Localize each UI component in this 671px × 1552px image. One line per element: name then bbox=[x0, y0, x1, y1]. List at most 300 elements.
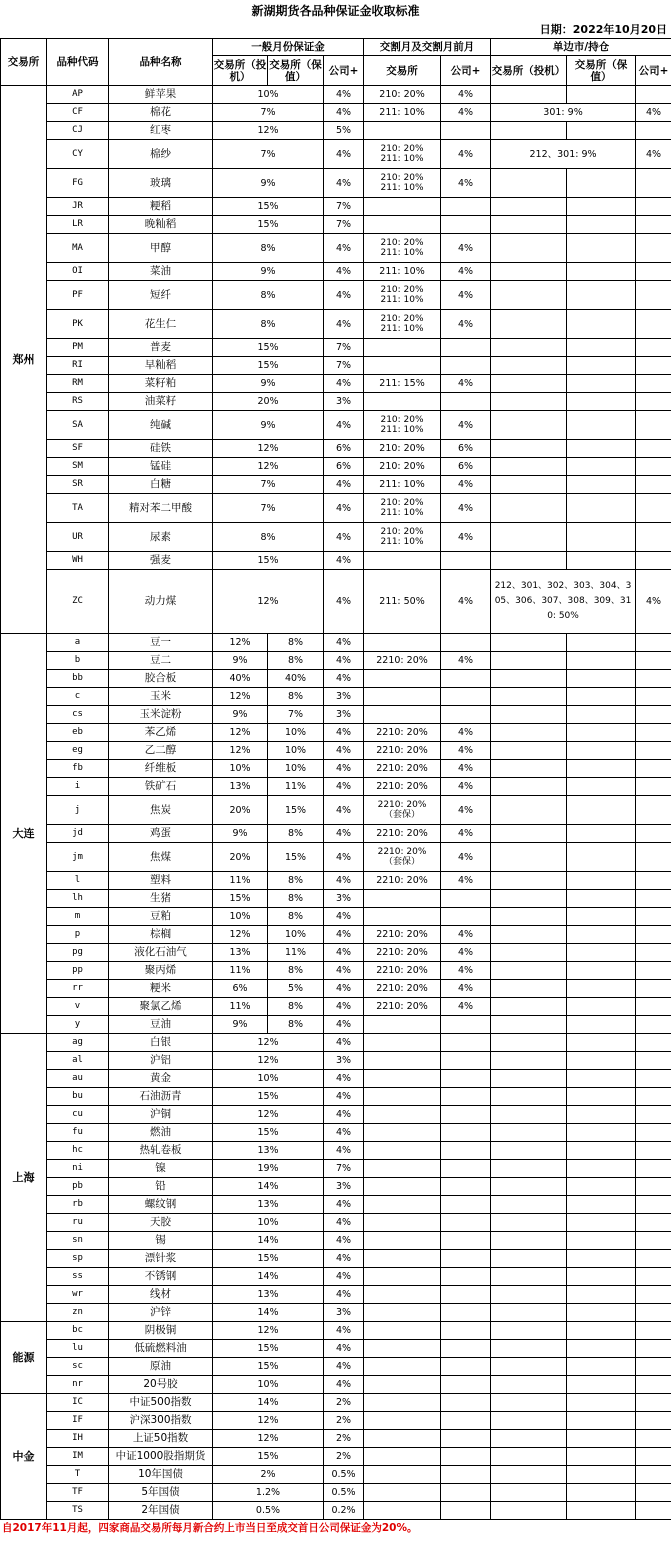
product-code: IM bbox=[47, 1448, 109, 1466]
single-side-company-add bbox=[636, 688, 671, 706]
product-name: 花生仁 bbox=[109, 310, 213, 339]
delivery-company-add bbox=[441, 670, 491, 688]
single-side-company-add bbox=[636, 760, 671, 778]
single-side-spec bbox=[491, 1178, 567, 1196]
company-add-margin: 4% bbox=[324, 140, 364, 169]
delivery-company-add bbox=[441, 706, 491, 724]
exch-general-margin: 15% bbox=[213, 1358, 324, 1376]
single-side-company-add bbox=[636, 1412, 671, 1430]
delivery-margin bbox=[364, 908, 441, 926]
single-side-spec bbox=[491, 310, 567, 339]
exch-general-margin: 7% bbox=[213, 104, 324, 122]
company-add-margin: 4% bbox=[324, 523, 364, 552]
table-row bbox=[1, 1412, 671, 1430]
header-single-side: 单边市/持仓 bbox=[491, 39, 671, 56]
header-single-company-plus: 公司+ bbox=[636, 56, 671, 86]
delivery-margin bbox=[364, 1052, 441, 1070]
single-side-company-add bbox=[636, 198, 671, 216]
single-side-hedge bbox=[567, 998, 636, 1016]
single-side-hedge bbox=[567, 1502, 636, 1520]
product-name: 棕榈 bbox=[109, 926, 213, 944]
exch-general-margin: 15% bbox=[213, 552, 324, 570]
single-side-company-add bbox=[636, 263, 671, 281]
table-row bbox=[1, 263, 671, 281]
table-row bbox=[1, 86, 671, 104]
company-add-margin: 4% bbox=[324, 1214, 364, 1232]
exch-spec-margin: 10% bbox=[213, 908, 268, 926]
single-side-company-add bbox=[636, 980, 671, 998]
product-code: jd bbox=[47, 825, 109, 843]
single-side-hedge bbox=[567, 980, 636, 998]
delivery-margin bbox=[364, 1304, 441, 1322]
delivery-company-add bbox=[441, 1376, 491, 1394]
exch-general-margin: 13% bbox=[213, 1196, 324, 1214]
exch-hedge-margin: 8% bbox=[268, 825, 324, 843]
delivery-margin: 210: 20% 211: 10% bbox=[364, 169, 441, 198]
product-name: 红枣 bbox=[109, 122, 213, 140]
single-side-spec bbox=[491, 1196, 567, 1214]
single-side-hedge bbox=[567, 1232, 636, 1250]
single-side-hedge bbox=[567, 339, 636, 357]
delivery-company-add bbox=[441, 1286, 491, 1304]
product-code: IH bbox=[47, 1430, 109, 1448]
single-side-company-add bbox=[636, 1178, 671, 1196]
exch-general-margin: 8% bbox=[213, 523, 324, 552]
delivery-company-add bbox=[441, 1340, 491, 1358]
report-date: 日期：2022年10月20日 bbox=[539, 23, 667, 36]
exch-spec-margin: 40% bbox=[213, 670, 268, 688]
exch-general-margin: 15% bbox=[213, 1340, 324, 1358]
single-side-hedge bbox=[567, 890, 636, 908]
delivery-company-add: 4% bbox=[441, 998, 491, 1016]
product-name: 菜籽粕 bbox=[109, 375, 213, 393]
company-add-margin: 4% bbox=[324, 310, 364, 339]
delivery-company-add: 4% bbox=[441, 760, 491, 778]
single-side-company-add bbox=[636, 706, 671, 724]
table-row bbox=[1, 357, 671, 375]
table-row bbox=[1, 843, 671, 872]
product-code: ni bbox=[47, 1160, 109, 1178]
single-side-company-add bbox=[636, 926, 671, 944]
delivery-margin bbox=[364, 1088, 441, 1106]
product-name: 白银 bbox=[109, 1034, 213, 1052]
company-add-margin: 6% bbox=[324, 458, 364, 476]
company-add-margin: 3% bbox=[324, 890, 364, 908]
single-side-spec bbox=[491, 1052, 567, 1070]
delivery-company-add bbox=[441, 1322, 491, 1340]
company-add-margin: 6% bbox=[324, 440, 364, 458]
single-side-company-add bbox=[636, 1448, 671, 1466]
exch-spec-margin: 9% bbox=[213, 1016, 268, 1034]
single-side-hedge bbox=[567, 843, 636, 872]
delivery-company-add: 4% bbox=[441, 825, 491, 843]
delivery-margin bbox=[364, 198, 441, 216]
product-code: jm bbox=[47, 843, 109, 872]
exch-hedge-margin: 11% bbox=[268, 944, 324, 962]
delivery-company-add bbox=[441, 122, 491, 140]
table-row bbox=[1, 1106, 671, 1124]
product-code: JR bbox=[47, 198, 109, 216]
delivery-company-add: 4% bbox=[441, 980, 491, 998]
delivery-margin bbox=[364, 1466, 441, 1484]
exch-spec-margin: 9% bbox=[213, 706, 268, 724]
single-side-company-add bbox=[636, 796, 671, 825]
product-name: 鸡蛋 bbox=[109, 825, 213, 843]
product-name: 锰硅 bbox=[109, 458, 213, 476]
product-code: l bbox=[47, 872, 109, 890]
product-name: 铅 bbox=[109, 1178, 213, 1196]
exch-general-margin: 12% bbox=[213, 1034, 324, 1052]
exchange-name: 中金 bbox=[1, 1394, 47, 1520]
delivery-margin bbox=[364, 890, 441, 908]
single-side-hedge bbox=[567, 1070, 636, 1088]
table-row bbox=[1, 1142, 671, 1160]
single-side-spec bbox=[491, 234, 567, 263]
single-side-company-add bbox=[636, 1124, 671, 1142]
table-row bbox=[1, 962, 671, 980]
product-code: PM bbox=[47, 339, 109, 357]
company-add-margin: 0.5% bbox=[324, 1466, 364, 1484]
product-name: 沪铝 bbox=[109, 1052, 213, 1070]
single-side-hedge bbox=[567, 1124, 636, 1142]
product-name: 尿素 bbox=[109, 523, 213, 552]
single-side-spec bbox=[491, 1340, 567, 1358]
company-add-margin: 4% bbox=[324, 104, 364, 122]
single-side-spec bbox=[491, 375, 567, 393]
delivery-margin bbox=[364, 1142, 441, 1160]
single-side-spec bbox=[491, 440, 567, 458]
product-name: 螺纹钢 bbox=[109, 1196, 213, 1214]
product-code: au bbox=[47, 1070, 109, 1088]
company-add-margin: 4% bbox=[324, 234, 364, 263]
product-code: TF bbox=[47, 1484, 109, 1502]
product-name: 豆一 bbox=[109, 634, 213, 652]
single-side-hedge bbox=[567, 634, 636, 652]
company-add-margin: 4% bbox=[324, 1106, 364, 1124]
product-code: i bbox=[47, 778, 109, 796]
delivery-margin bbox=[364, 1502, 441, 1520]
delivery-company-add: 4% bbox=[441, 375, 491, 393]
product-code: b bbox=[47, 652, 109, 670]
exch-spec-margin: 20% bbox=[213, 796, 268, 825]
header-exch-spec: 交易所（投机） bbox=[213, 56, 268, 86]
delivery-company-add: 4% bbox=[441, 234, 491, 263]
product-name: 纯碱 bbox=[109, 411, 213, 440]
exch-general-margin: 12% bbox=[213, 1106, 324, 1124]
product-name: 2年国债 bbox=[109, 1502, 213, 1520]
table-row bbox=[1, 1286, 671, 1304]
header-company-plus: 公司+ bbox=[324, 56, 364, 86]
table-row bbox=[1, 1232, 671, 1250]
product-code: SM bbox=[47, 458, 109, 476]
single-side-spec bbox=[491, 825, 567, 843]
exchange-name: 大连 bbox=[1, 634, 47, 1034]
company-add-margin: 4% bbox=[324, 86, 364, 104]
product-code: sn bbox=[47, 1232, 109, 1250]
delivery-margin: 2210: 20% bbox=[364, 778, 441, 796]
company-add-margin: 0.5% bbox=[324, 1484, 364, 1502]
header-general-margin: 一般月份保证金 bbox=[213, 39, 364, 56]
single-side-spec bbox=[491, 1376, 567, 1394]
single-side-spec bbox=[491, 1430, 567, 1448]
product-name: 豆油 bbox=[109, 1016, 213, 1034]
exch-spec-margin: 12% bbox=[213, 724, 268, 742]
company-add-margin: 0.2% bbox=[324, 1502, 364, 1520]
delivery-margin bbox=[364, 1034, 441, 1052]
delivery-margin: 210: 20% bbox=[364, 86, 441, 104]
single-side-spec bbox=[491, 198, 567, 216]
company-add-margin: 4% bbox=[324, 872, 364, 890]
table-row bbox=[1, 670, 671, 688]
product-code: CJ bbox=[47, 122, 109, 140]
delivery-margin bbox=[364, 706, 441, 724]
product-code: pb bbox=[47, 1178, 109, 1196]
product-name: 短纤 bbox=[109, 281, 213, 310]
delivery-company-add bbox=[441, 1016, 491, 1034]
single-side-spec bbox=[491, 908, 567, 926]
table-row bbox=[1, 1196, 671, 1214]
single-side-spec bbox=[491, 1088, 567, 1106]
delivery-margin: 211: 10% bbox=[364, 263, 441, 281]
single-side-hedge bbox=[567, 1430, 636, 1448]
single-side-spec bbox=[491, 476, 567, 494]
table-row bbox=[1, 375, 671, 393]
single-side-spec bbox=[491, 843, 567, 872]
exch-spec-margin: 12% bbox=[213, 634, 268, 652]
single-side-company-add bbox=[636, 1340, 671, 1358]
product-name: 沪锌 bbox=[109, 1304, 213, 1322]
single-side-hedge bbox=[567, 1412, 636, 1430]
table-row bbox=[1, 652, 671, 670]
exch-hedge-margin: 15% bbox=[268, 843, 324, 872]
single-side-spec bbox=[491, 523, 567, 552]
single-side-spec bbox=[491, 393, 567, 411]
delivery-margin bbox=[364, 1322, 441, 1340]
single-side-company-add: 4% bbox=[636, 104, 671, 122]
product-name: 塑料 bbox=[109, 872, 213, 890]
company-add-margin: 4% bbox=[324, 980, 364, 998]
exch-general-margin: 12% bbox=[213, 1322, 324, 1340]
exch-hedge-margin: 8% bbox=[268, 872, 324, 890]
delivery-margin: 2210: 20% bbox=[364, 944, 441, 962]
single-side-hedge bbox=[567, 198, 636, 216]
table-row bbox=[1, 122, 671, 140]
product-code: SR bbox=[47, 476, 109, 494]
single-side-company-add bbox=[636, 169, 671, 198]
single-side-hedge bbox=[567, 1484, 636, 1502]
single-side-company-add bbox=[636, 1484, 671, 1502]
table-row bbox=[1, 1376, 671, 1394]
delivery-margin: 2210: 20% bbox=[364, 980, 441, 998]
single-side-spec bbox=[491, 1448, 567, 1466]
company-add-margin: 2% bbox=[324, 1412, 364, 1430]
delivery-company-add bbox=[441, 1034, 491, 1052]
single-side-hedge bbox=[567, 440, 636, 458]
product-code: RS bbox=[47, 393, 109, 411]
delivery-company-add bbox=[441, 552, 491, 570]
product-code: sp bbox=[47, 1250, 109, 1268]
product-code: rr bbox=[47, 980, 109, 998]
single-side-spec bbox=[491, 1250, 567, 1268]
product-name: 20号胶 bbox=[109, 1376, 213, 1394]
exchange-name: 能源 bbox=[1, 1322, 47, 1394]
product-name: 普麦 bbox=[109, 339, 213, 357]
table-row bbox=[1, 1394, 671, 1412]
single-side-hedge bbox=[567, 552, 636, 570]
company-add-margin: 4% bbox=[324, 494, 364, 523]
single-side-hedge bbox=[567, 1034, 636, 1052]
single-side-hedge bbox=[567, 1286, 636, 1304]
exch-hedge-margin: 40% bbox=[268, 670, 324, 688]
product-code: m bbox=[47, 908, 109, 926]
product-name: 聚丙烯 bbox=[109, 962, 213, 980]
delivery-margin: 2210: 20% （套保） bbox=[364, 796, 441, 825]
delivery-company-add bbox=[441, 908, 491, 926]
single-side-company-add: 4% bbox=[636, 570, 671, 634]
single-side-spec bbox=[491, 742, 567, 760]
delivery-company-add bbox=[441, 1394, 491, 1412]
product-name: 粳稻 bbox=[109, 198, 213, 216]
single-side-company-add bbox=[636, 962, 671, 980]
product-code: cu bbox=[47, 1106, 109, 1124]
single-side-hedge bbox=[567, 523, 636, 552]
exch-general-margin: 12% bbox=[213, 1052, 324, 1070]
product-name: 液化石油气 bbox=[109, 944, 213, 962]
single-side-hedge bbox=[567, 652, 636, 670]
single-side-hedge bbox=[567, 476, 636, 494]
single-side-hedge bbox=[567, 1052, 636, 1070]
company-add-margin: 4% bbox=[324, 411, 364, 440]
single-side-hedge bbox=[567, 1250, 636, 1268]
table-row bbox=[1, 1070, 671, 1088]
product-name: 中证1000股指期货 bbox=[109, 1448, 213, 1466]
delivery-company-add: 4% bbox=[441, 843, 491, 872]
single-side-hedge bbox=[567, 357, 636, 375]
single-side-spec bbox=[491, 339, 567, 357]
single-side-company-add bbox=[636, 778, 671, 796]
company-add-margin: 4% bbox=[324, 570, 364, 634]
company-add-margin: 4% bbox=[324, 1250, 364, 1268]
company-add-margin: 4% bbox=[324, 908, 364, 926]
table-row bbox=[1, 778, 671, 796]
exch-general-margin: 1.2% bbox=[213, 1484, 324, 1502]
single-side-hedge bbox=[567, 411, 636, 440]
company-add-margin: 4% bbox=[324, 169, 364, 198]
company-add-margin: 4% bbox=[324, 742, 364, 760]
table-row bbox=[1, 281, 671, 310]
exch-spec-margin: 12% bbox=[213, 926, 268, 944]
exch-spec-margin: 6% bbox=[213, 980, 268, 998]
delivery-margin bbox=[364, 339, 441, 357]
table-row bbox=[1, 523, 671, 552]
company-add-margin: 4% bbox=[324, 1322, 364, 1340]
single-side-spec bbox=[491, 1070, 567, 1088]
product-code: bb bbox=[47, 670, 109, 688]
exch-general-margin: 9% bbox=[213, 375, 324, 393]
company-add-margin: 4% bbox=[324, 998, 364, 1016]
product-code: IF bbox=[47, 1412, 109, 1430]
company-add-margin: 4% bbox=[324, 944, 364, 962]
single-side-spec bbox=[491, 1016, 567, 1034]
single-side-company-add bbox=[636, 476, 671, 494]
product-code: fb bbox=[47, 760, 109, 778]
product-name: 沪深300指数 bbox=[109, 1412, 213, 1430]
exch-general-margin: 14% bbox=[213, 1268, 324, 1286]
delivery-company-add: 4% bbox=[441, 140, 491, 169]
exch-general-margin: 9% bbox=[213, 169, 324, 198]
product-name: 上证50指数 bbox=[109, 1430, 213, 1448]
single-side-hedge bbox=[567, 1340, 636, 1358]
single-side-margin: 212、301: 9% bbox=[491, 140, 636, 169]
company-add-margin: 3% bbox=[324, 1304, 364, 1322]
product-name: 甲醇 bbox=[109, 234, 213, 263]
exch-general-margin: 13% bbox=[213, 1142, 324, 1160]
single-side-company-add bbox=[636, 1304, 671, 1322]
exchange-name: 郑州 bbox=[1, 86, 47, 634]
exch-general-margin: 15% bbox=[213, 1250, 324, 1268]
single-side-company-add bbox=[636, 908, 671, 926]
delivery-margin bbox=[364, 1268, 441, 1286]
single-side-spec bbox=[491, 926, 567, 944]
footer-note: 自2017年11月起，四家商品交易所每月新合约上市当日至成交首日公司保证金为20%。 bbox=[2, 1522, 418, 1534]
single-side-spec bbox=[491, 411, 567, 440]
single-side-hedge bbox=[567, 926, 636, 944]
delivery-margin bbox=[364, 1340, 441, 1358]
single-side-spec bbox=[491, 1502, 567, 1520]
delivery-margin: 210: 20% 211: 10% bbox=[364, 140, 441, 169]
delivery-company-add bbox=[441, 1142, 491, 1160]
header-delivery-exch: 交易所 bbox=[364, 56, 441, 86]
single-side-company-add bbox=[636, 670, 671, 688]
product-name: 纤维板 bbox=[109, 760, 213, 778]
single-side-company-add bbox=[636, 1358, 671, 1376]
table-row bbox=[1, 634, 671, 652]
delivery-margin: 2210: 20% bbox=[364, 872, 441, 890]
product-code: WH bbox=[47, 552, 109, 570]
header-single-exch-spec: 交易所（投机） bbox=[491, 56, 567, 86]
delivery-company-add bbox=[441, 339, 491, 357]
single-side-hedge bbox=[567, 1016, 636, 1034]
single-side-spec bbox=[491, 122, 567, 140]
margin-table bbox=[0, 38, 671, 1520]
table-row bbox=[1, 825, 671, 843]
single-side-company-add bbox=[636, 1016, 671, 1034]
company-add-margin: 5% bbox=[324, 122, 364, 140]
exch-hedge-margin: 7% bbox=[268, 706, 324, 724]
exch-general-margin: 9% bbox=[213, 263, 324, 281]
page-title: 新湖期货各品种保证金收取标准 bbox=[251, 4, 420, 18]
company-add-margin: 3% bbox=[324, 1052, 364, 1070]
single-side-hedge bbox=[567, 1322, 636, 1340]
company-add-margin: 4% bbox=[324, 652, 364, 670]
delivery-company-add bbox=[441, 393, 491, 411]
exch-general-margin: 15% bbox=[213, 1448, 324, 1466]
product-name: 黄金 bbox=[109, 1070, 213, 1088]
table-row bbox=[1, 1160, 671, 1178]
company-add-margin: 4% bbox=[324, 1358, 364, 1376]
company-add-margin: 4% bbox=[324, 1268, 364, 1286]
product-name: 中证500指数 bbox=[109, 1394, 213, 1412]
delivery-company-add bbox=[441, 1358, 491, 1376]
product-code: wr bbox=[47, 1286, 109, 1304]
delivery-company-add: 4% bbox=[441, 962, 491, 980]
delivery-margin bbox=[364, 1214, 441, 1232]
exch-spec-margin: 9% bbox=[213, 825, 268, 843]
company-add-margin: 4% bbox=[324, 1376, 364, 1394]
single-side-company-add bbox=[636, 890, 671, 908]
exch-general-margin: 12% bbox=[213, 458, 324, 476]
product-name: 镍 bbox=[109, 1160, 213, 1178]
